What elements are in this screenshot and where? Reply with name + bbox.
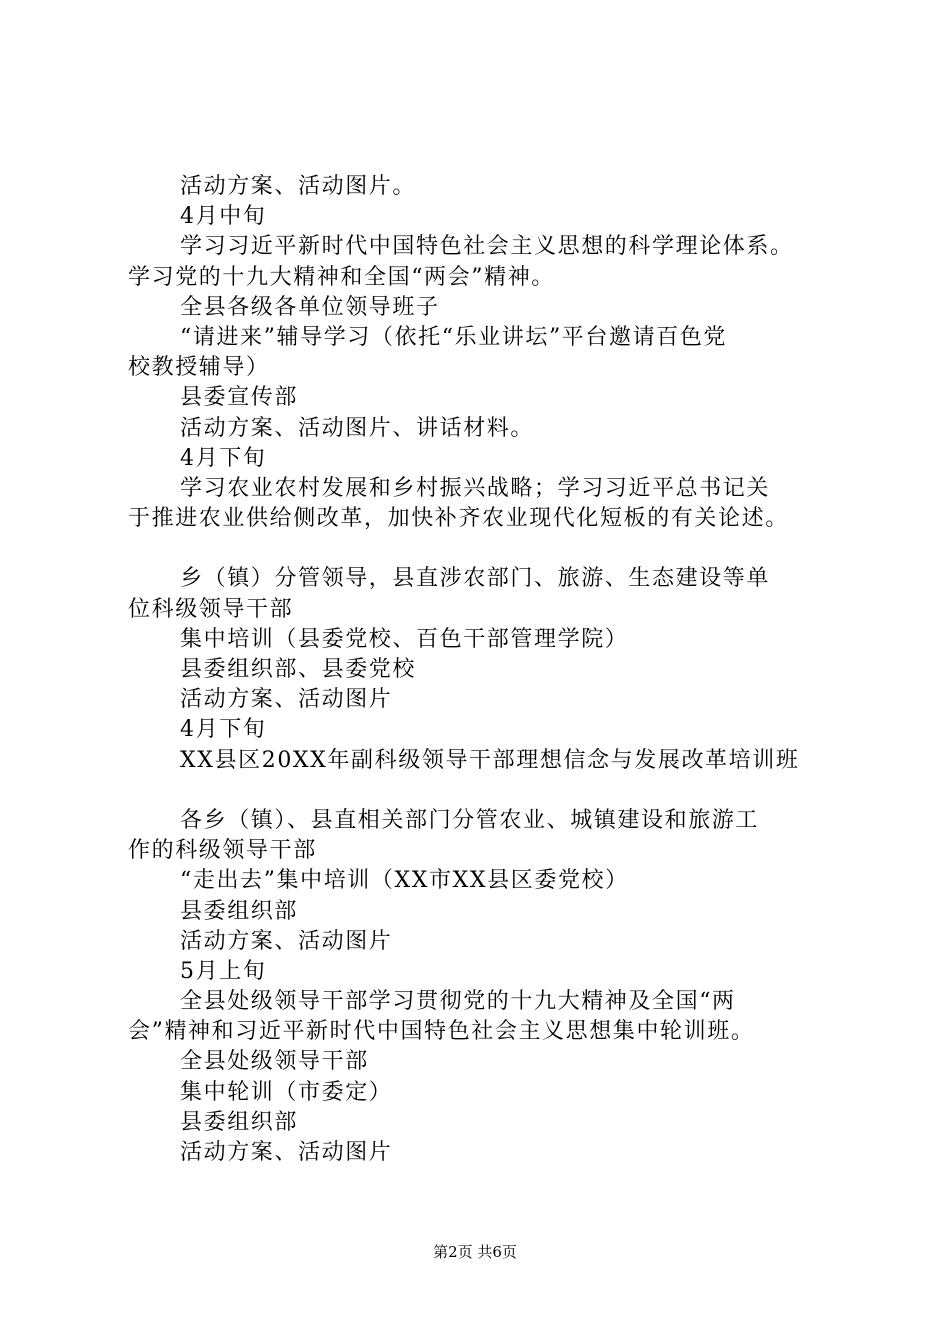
text-line: 全县处级领导干部 (180, 1049, 369, 1075)
text-line: 县委组织部 (180, 1109, 299, 1135)
text-line: “走出去”集中培训（XX市XX县区委党校） (180, 868, 629, 894)
text-line: “请进来”辅导学习（依托“乐业讲坛”平台邀请百色党 (180, 324, 727, 350)
text-line: 5月上旬 (180, 958, 267, 984)
text-line: 会”精神和习近平新时代中国特色社会主义思想集中轮训班。 (128, 1019, 755, 1045)
text-line: 县委组织部、县委党校 (180, 657, 417, 682)
text-line: 作的科级领导干部 (128, 838, 317, 864)
text-line: 学习习近平新时代中国特色社会主义思想的科学理论体系。 (180, 234, 794, 260)
text-line: 全县各级各单位领导班子 (180, 294, 440, 320)
text-line: 4月中旬 (180, 204, 267, 230)
text-line: 于推进农业供给侧改革，加快补齐农业现代化短板的有关论述。 (128, 506, 789, 532)
document-body (128, 172, 848, 1168)
text-line: 学习党的十九大精神和全国“两会”精神。 (128, 264, 555, 290)
text-line: 校教授辅导） (128, 355, 270, 381)
text-line (128, 776, 848, 806)
text-line: 全县处级领导干部学习贯彻党的十九大精神及全国“两 (180, 989, 736, 1015)
text-line: 各乡（镇）、县直相关部门分管农业、城镇建设和旅游工 (180, 807, 760, 833)
text-line: 县委组织部 (180, 898, 299, 924)
text-line: 活动方案、活动图片 (180, 687, 393, 713)
text-line: 位科级领导干部 (128, 596, 294, 622)
text-line: 集中轮训（市委定） (180, 1079, 393, 1105)
text-line: 4月下旬 (180, 445, 267, 471)
text-line: 活动方案、活动图片、讲话材料。 (180, 415, 535, 441)
text-line: 活动方案、活动图片 (180, 1140, 393, 1165)
text-line: 活动方案、活动图片。 (180, 174, 417, 199)
text-line: 县委宣传部 (180, 385, 299, 411)
text-line: 乡（镇）分管领导，县直涉农部门、旅游、生态建设等单 (180, 566, 771, 592)
text-line: 4月下旬 (180, 717, 267, 743)
text-line: 集中培训（县委党校、百色干部管理学院） (180, 626, 629, 652)
text-line: 活动方案、活动图片 (180, 928, 393, 954)
text-line: 学习农业农村发展和乡村振兴战略；学习习近平总书记关 (180, 475, 771, 501)
text-line (128, 534, 848, 564)
page-footer: 第2页 共6页 (433, 1243, 517, 1261)
text-line: XX县区20XX年副科级领导干部理想信念与发展改革培训班 (180, 747, 800, 773)
